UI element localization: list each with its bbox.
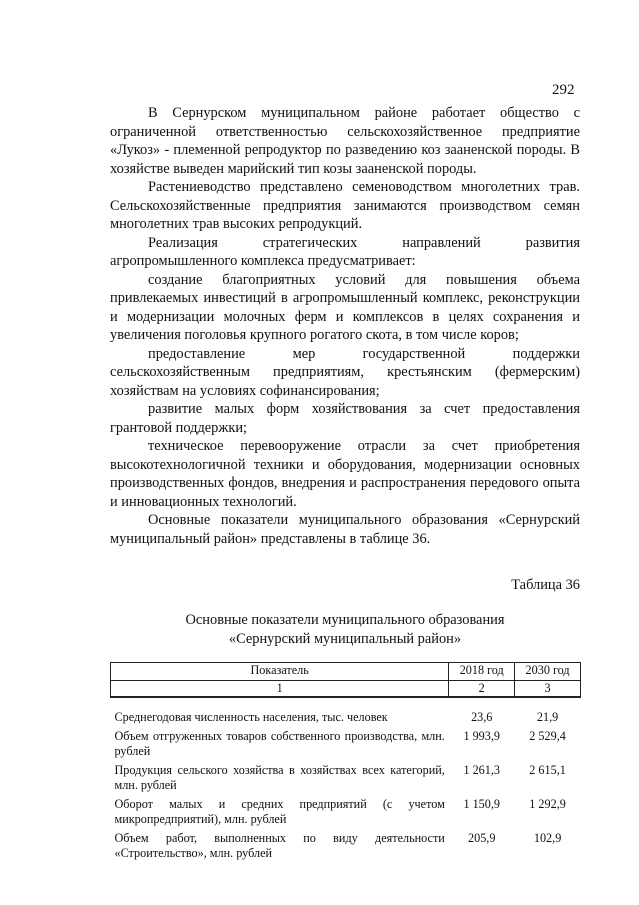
value-2018: 1 993,9 — [463, 729, 500, 743]
value-2030: 1 292,9 — [529, 797, 566, 811]
paragraph: техническое перевооружение отрасли за счет приобретения высокотехнологичной техники и оборудования, модернизации основных производственных фондов, внедрения и распространения передового опыта и инновационных технологий. — [110, 438, 580, 510]
body-text — [110, 104, 580, 548]
paragraph: Растениеводство представлено семеноводством многолетних трав. Сельскохозяйственные предприятия занимаются производством семян многолетних трав высоких репродукций. — [110, 179, 580, 232]
value-2018: 1 261,3 — [463, 763, 500, 777]
paragraph: Основные показатели муниципального образования «Сернурский муниципальный район» представлены в таблице 36. — [110, 512, 580, 547]
paragraph: В Сернурском муниципальном районе работает общество с ограниченной ответственностью сельскохозяйственное предприятие «Лукоз» - племенной репродуктор по разведению коз зааненской породы. В хозяйстве выведен марийский тип козы зааненской породы. — [110, 105, 580, 177]
paragraph: создание благоприятных условий для повышения объема привлекаемых инвестиций в агропромышленный комплекс, реконструкции и модернизации молочных ферм и комплексов в целях сохранения и увеличения поголовья крупного рогатого скота, в том числе коров; — [110, 271, 580, 343]
table-row — [111, 829, 581, 863]
paragraph: Реализация стратегических направлений развития агропромышленного комплекса предусматривает: — [110, 234, 580, 269]
header-indicator: Показатель — [111, 663, 449, 681]
row-label: Объем работ, выполненных по виду деятельности «Строительство», млн. рублей — [114, 831, 445, 860]
header-2030: 2030 год — [515, 663, 581, 681]
paragraph: развитие малых форм хозяйствования за счет предоставления грантовой поддержки; — [110, 401, 580, 436]
value-2018: 1 150,9 — [463, 797, 500, 811]
table-row — [111, 697, 581, 727]
row-label: Объем отгруженных товаров собственного производства, млн. рублей — [114, 729, 445, 758]
table-title-line: «Сернурский муниципальный район» — [228, 631, 462, 647]
page-number: 292 — [552, 82, 575, 98]
value-2030: 2 529,4 — [529, 729, 566, 743]
table-row — [111, 795, 581, 829]
table-row — [111, 727, 581, 761]
indicators-table — [110, 662, 581, 863]
table-row — [111, 761, 581, 795]
column-number: 1 — [111, 681, 449, 698]
value-2030: 2 615,1 — [529, 763, 566, 777]
column-number: 3 — [515, 681, 581, 698]
row-label: Продукция сельского хозяйства в хозяйствах всех категорий, млн. рублей — [114, 763, 445, 792]
value-2018: 205,9 — [468, 831, 496, 845]
value-2018: 23,6 — [471, 710, 493, 724]
paragraph: предоставление мер государственной поддержки сельскохозяйственным предприятиям, крестьянским (фермерским) хозяйствам на условиях софинансирования; — [110, 345, 580, 399]
column-number: 2 — [449, 681, 515, 698]
row-label: Среднегодовая численность населения, тыс. человек — [114, 710, 388, 724]
table-title-line: Основные показатели муниципального образования — [185, 612, 505, 628]
value-2030: 102,9 — [533, 831, 562, 845]
header-2018: 2018 год — [449, 663, 515, 681]
table-caption: Таблица 36 — [511, 577, 580, 593]
column-number-row — [111, 681, 581, 698]
row-label: Оборот малых и средних предприятий (с учетом микропредприятий), млн. рублей — [114, 797, 445, 826]
table-header-row — [111, 663, 581, 681]
value-2030: 21,9 — [536, 710, 559, 724]
table-title — [110, 611, 580, 649]
